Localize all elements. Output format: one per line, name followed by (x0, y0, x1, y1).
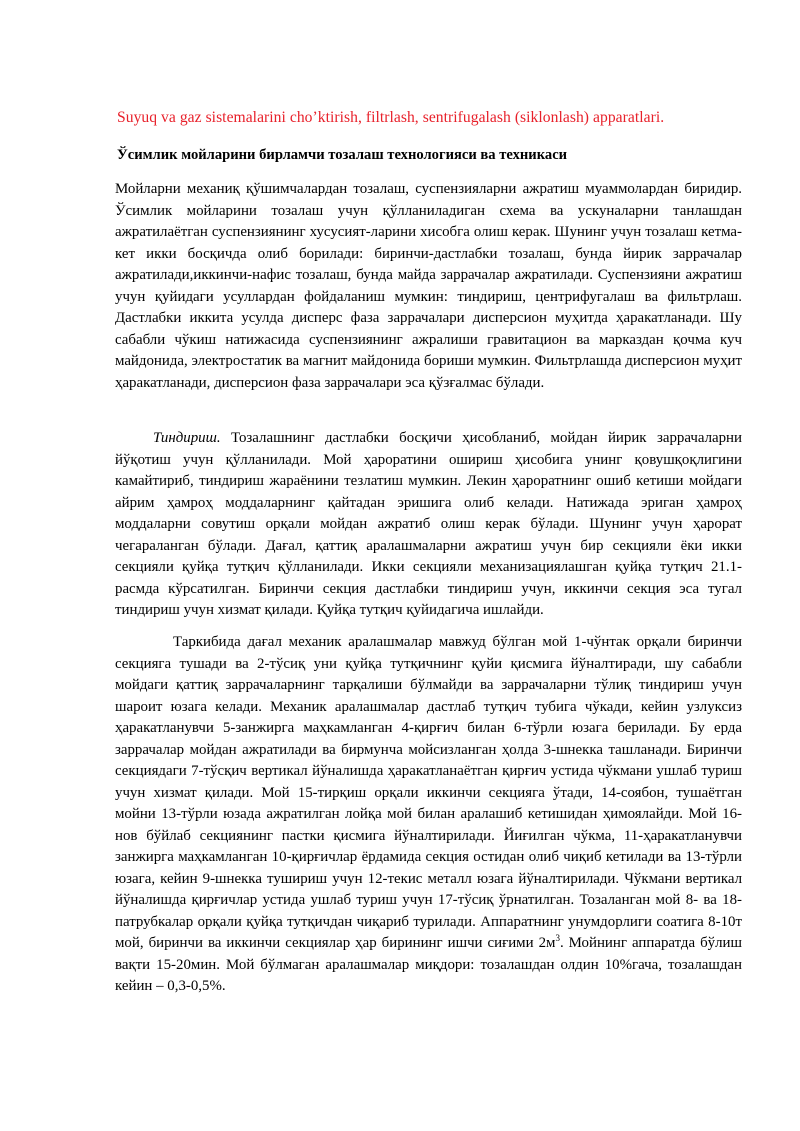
paragraph-intro: Мойларни механиқ қўшимчалардан тозалаш, суспензияларни ажратиш муаммолардан биридир. Ўсимлик мойларини тозалаш учун қўлланиладиган схема ва ускуналарни танлашдан ажратилаётган суспензиянинг хусусият-ларини хисобга олиш керак. Шунинг учун тозалаш кетма-кет икки босқичда олиб борилади: биринчи-дастлабки тозалаш, бунда йирик заррачалар ажратилади,иккинчи-нафис тозалаш, бунда майда заррачалар ажратилади. Суспензияни ажратиш учун қуйидаги усуллардан фойдаланиш мумкин: тиндириш, центрифугалаш ва фильтрлаш. Дастлабки иккита усулда дисперс фаза заррачалари дисперсион муҳитда ҳаракатланади. Шу сабабли чўкиш натижасида суспензиянинг ажралиши гравитацион ва марказдан қочма куч майдонида, электростатик ва магнит майдонида бориши мумкин. Фильтрлашда дисперсион муҳит ҳаракатланади, дисперсион фаза заррачалари эса қўзғалмас бўлади. (115, 181, 742, 391)
paragraph-apparatus (115, 632, 742, 998)
superscript-cubic: 3 (555, 933, 560, 944)
section-heading: Ўсимлик мойларини бирламчи тозалаш технологияси ва техникаси (117, 147, 568, 163)
paragraph-apparatus-body: Таркибида дағал механик аралашмалар мавжуд бўлган мой 1-чўнтак орқали биринчи секцияга тушади ва 2-тўсиқ уни қуйқа тутқичнинг қуйи қисмига йўналтиради, шу сабабли мойдаги қаттиқ заррачаларнинг тарқалиши бўлмайди ва заррачаларни тўлиқ тиндириш учун шароит юзага келади. Механик аралашмалар дастлаб тутқич тубига чўкади, кейин узлуксиз ҳаракатланувчи 5-занжирга маҳкамланган 4-қирғич билан 6-тўрли юзага берилади. Бу ерда заррачалар мойдан ажратилади ва бирмунча мойсизланган ҳолда 3-шнекка ташланади. Биринчи секциядаги 7-тўсқич вертикал йўналишда ҳаракатланаётган қирғич устида чўкмани ушлаб туриш учун хизмат қилади. Мой 15-тирқиш орқали иккинчи секцияга ўтади, 14-соябон, тушаётган мойни 13-тўрли юзада ажратилган лойқа мой билан аралашиб кетишидан ҳимоялайди. Мой 16-нов бўйлаб секциянинг пастки қисмига йўналтирилади. Йиғилган чўкма, 11-ҳаракатланувчи занжирга маҳкамланган 10-қирғичлар ёрдамида секция остидан олиб чиқиб кетилади ва 13-тўрли юзага, кейин 9-шнекка тушириш учун 12-текис металл юзага йўналтирилади. Чўкмани вертикал йўналишда қирғичлар устида ушлаб туриш учун 17-тўсиқ ўрнатилган. Тозаланган мой 8- ва 18-патрубкалар орқали қуйқа тутқичдан чиқариб турилади. Аппаратнинг унумдорлиги соатига 8-10т мой, биринчи ва иккинчи секциялар ҳар бирининг ишчи сиғими 2м (115, 634, 742, 951)
term-settling: Тиндириш. (153, 430, 221, 446)
document-title: Suyuq va gaz sistemalarini cho’ktirish, filtrlash, sentrifugalash (siklonlash) apparatlari. (117, 109, 665, 126)
paragraph-apparatus-tail: . Мойнинг аппаратда бўлиш вақти 15-20мин. Мой бўлмаган аралашмалар миқдори: тозалашдан олдин 10%гача, тозалашдан кейин – 0,3-0,5%. (115, 935, 742, 994)
paragraph-settling (115, 428, 742, 622)
paragraph-settling-body: Тозалашнинг дастлабки босқичи ҳисобланиб, мойдан йирик заррачаларни йўқотиш учун қўлланилади. Мой ҳароратини ошириш ҳисобига унинг қовушқоқлигини камайтириб, тиндириш жараёнини тезлатиш мумкин. Лекин ҳароратнинг ошиб кетиши мойдаги айрим ҳамроҳ моддаларнинг қайтадан эришига олиб келади. Натижада эриган ҳамроҳ моддаларни совутиш орқали мойдан ажратиб олиш керак бўлади. Шунинг учун ҳарорат чегараланган бўлади. Дағал, қаттиқ аралашмаларни ажратиш учун бир секцияли ёки икки секцияли қуйқа тутқич қўлланилади. Икки секцияли механизациялашган қуйқа тутқич 21.1-расмда кўрсатилган. Биринчи секция дастлабки тиндириш учун, иккинчи секция эса тугал тиндириш учун хизмат қилади. Қуйқа тутқич қуйидагича ишлайди. (115, 430, 742, 618)
